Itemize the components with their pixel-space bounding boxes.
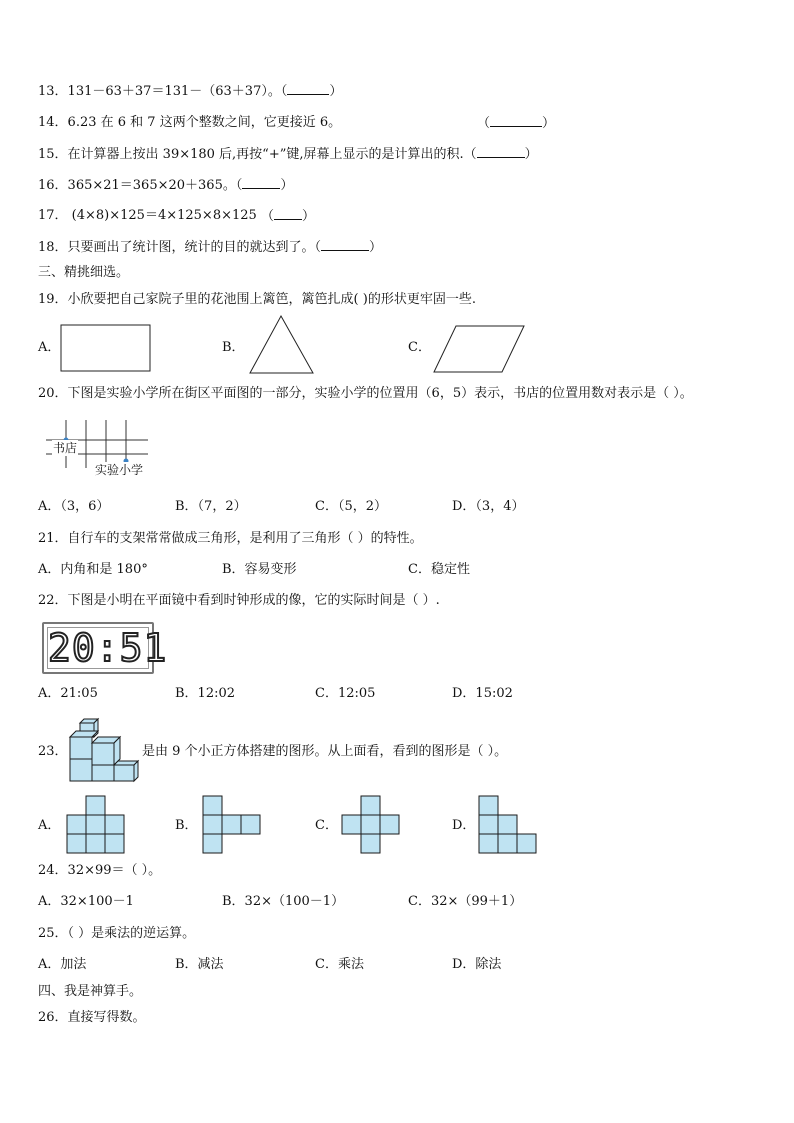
question-15-text: 15．在计算器上按出 39×180 后,再按“+”键,屏幕上显示的是计算出的积.（ bbox=[38, 147, 477, 162]
triangle-shape bbox=[248, 314, 316, 376]
question-16: 16．365×21＝365×20＋365。（ ） bbox=[38, 178, 294, 193]
option-a[interactable]: A． bbox=[38, 340, 61, 355]
clock-display: 20:51 bbox=[48, 626, 168, 670]
question-18-text: 18．只要画出了统计图，统计的目的就达到了。（ bbox=[38, 240, 322, 255]
answer-blank[interactable] bbox=[321, 239, 369, 251]
option-c[interactable]: C．稳定性 bbox=[408, 562, 470, 577]
answer-blank[interactable] bbox=[477, 146, 525, 158]
question-19: 19．小欣要把自己家院子里的花池围上篱笆，篱笆扎成( )的形状更牢固一些. bbox=[38, 292, 476, 307]
option-d[interactable]: D．（3，4） bbox=[452, 499, 525, 514]
digital-clock bbox=[42, 622, 168, 674]
section-4-heading: 四、我是神算手。 bbox=[38, 984, 143, 999]
option-b[interactable]: B． bbox=[222, 340, 245, 355]
question-14-text: 14．6.23 在 6 和 7 这两个整数之间，它更接近 6。 bbox=[38, 115, 342, 130]
option-a[interactable]: A．加法 bbox=[38, 957, 87, 972]
option-b[interactable]: B．12:02 bbox=[175, 686, 236, 701]
option-d[interactable]: D．除法 bbox=[452, 957, 502, 972]
option-d[interactable]: D．15:02 bbox=[452, 686, 513, 701]
question-16-text: 16．365×21＝365×20＋365。（ bbox=[38, 178, 243, 193]
option-c[interactable]: C．（5，2） bbox=[315, 499, 387, 514]
parallelogram-shape bbox=[432, 324, 528, 374]
option-c[interactable]: C．12:05 bbox=[315, 686, 376, 701]
rectangle-shape bbox=[60, 324, 152, 372]
map-label-store: 书店 bbox=[53, 441, 78, 455]
question-18: 18．只要画出了统计图，统计的目的就达到了。（ ） bbox=[38, 240, 383, 255]
top-view-d bbox=[478, 795, 540, 855]
option-b[interactable]: B．容易变形 bbox=[222, 562, 297, 577]
question-23-text: 是由 9 个小正方体搭建的图形。从上面看，看到的图形是（ ）。 bbox=[142, 744, 508, 759]
top-view-b bbox=[202, 795, 264, 855]
question-17-answer: （ ） bbox=[261, 209, 316, 224]
top-view-c bbox=[341, 795, 403, 855]
question-15: 15．在计算器上按出 39×180 后,再按“+”键,屏幕上显示的是计算出的积.（ ） bbox=[38, 147, 538, 162]
option-b[interactable]: B． bbox=[175, 818, 198, 833]
option-d[interactable]: D． bbox=[452, 818, 476, 833]
option-a[interactable]: A．32×100－1 bbox=[38, 894, 134, 909]
option-c[interactable]: C．乘法 bbox=[315, 957, 364, 972]
option-a[interactable]: A．内角和是 180° bbox=[38, 562, 148, 577]
top-view-a bbox=[66, 795, 128, 855]
option-c[interactable]: C． bbox=[408, 340, 431, 355]
section-3-heading: 三、精挑细选。 bbox=[38, 265, 130, 280]
option-a[interactable]: A．（3，6） bbox=[38, 499, 110, 514]
option-b[interactable]: B．32×（100－1） bbox=[222, 894, 345, 909]
map-label-school: 实验小学 bbox=[95, 463, 144, 477]
question-23-number: 23． bbox=[38, 744, 68, 759]
option-b[interactable]: B．减法 bbox=[175, 957, 224, 972]
question-25: 25．（ ）是乘法的逆运算。 bbox=[38, 926, 196, 941]
option-b[interactable]: B．（7，2） bbox=[175, 499, 247, 514]
answer-blank[interactable] bbox=[287, 83, 329, 95]
question-17-text: 17． (4×8)×125＝4×125×8×125 bbox=[38, 208, 257, 223]
question-13: 13．131－63＋37＝131－（63＋37）。（ ） bbox=[38, 84, 343, 99]
question-20: 20．下图是实验小学所在街区平面图的一部分，实验小学的位置用（6，5）表示，书店的位置用数对表示是（ ）。 bbox=[38, 386, 693, 401]
question-13-text: 13．131－63＋37＝131－（63＋37）。（ bbox=[38, 84, 288, 99]
option-a[interactable]: A．21:05 bbox=[38, 686, 98, 701]
question-14-answer: （ ） bbox=[477, 116, 556, 131]
option-c[interactable]: C．32×（99＋1） bbox=[408, 894, 523, 909]
question-22: 22．下图是小明在平面镜中看到时钟形成的像，它的实际时间是（ ）. bbox=[38, 593, 440, 608]
question-14 bbox=[38, 115, 341, 131]
option-a[interactable]: A． bbox=[38, 818, 61, 833]
answer-blank[interactable] bbox=[490, 115, 542, 127]
answer-blank[interactable] bbox=[242, 177, 280, 189]
question-17 bbox=[38, 208, 257, 224]
option-c[interactable]: C． bbox=[315, 818, 338, 833]
question-24: 24．32×99＝（ ）。 bbox=[38, 863, 162, 878]
answer-blank[interactable] bbox=[274, 208, 302, 220]
cube-stack bbox=[68, 717, 140, 787]
question-26: 26．直接写得数。 bbox=[38, 1010, 146, 1025]
question-21: 21．自行车的支架常常做成三角形，是利用了三角形（ ）的特性。 bbox=[38, 531, 423, 546]
